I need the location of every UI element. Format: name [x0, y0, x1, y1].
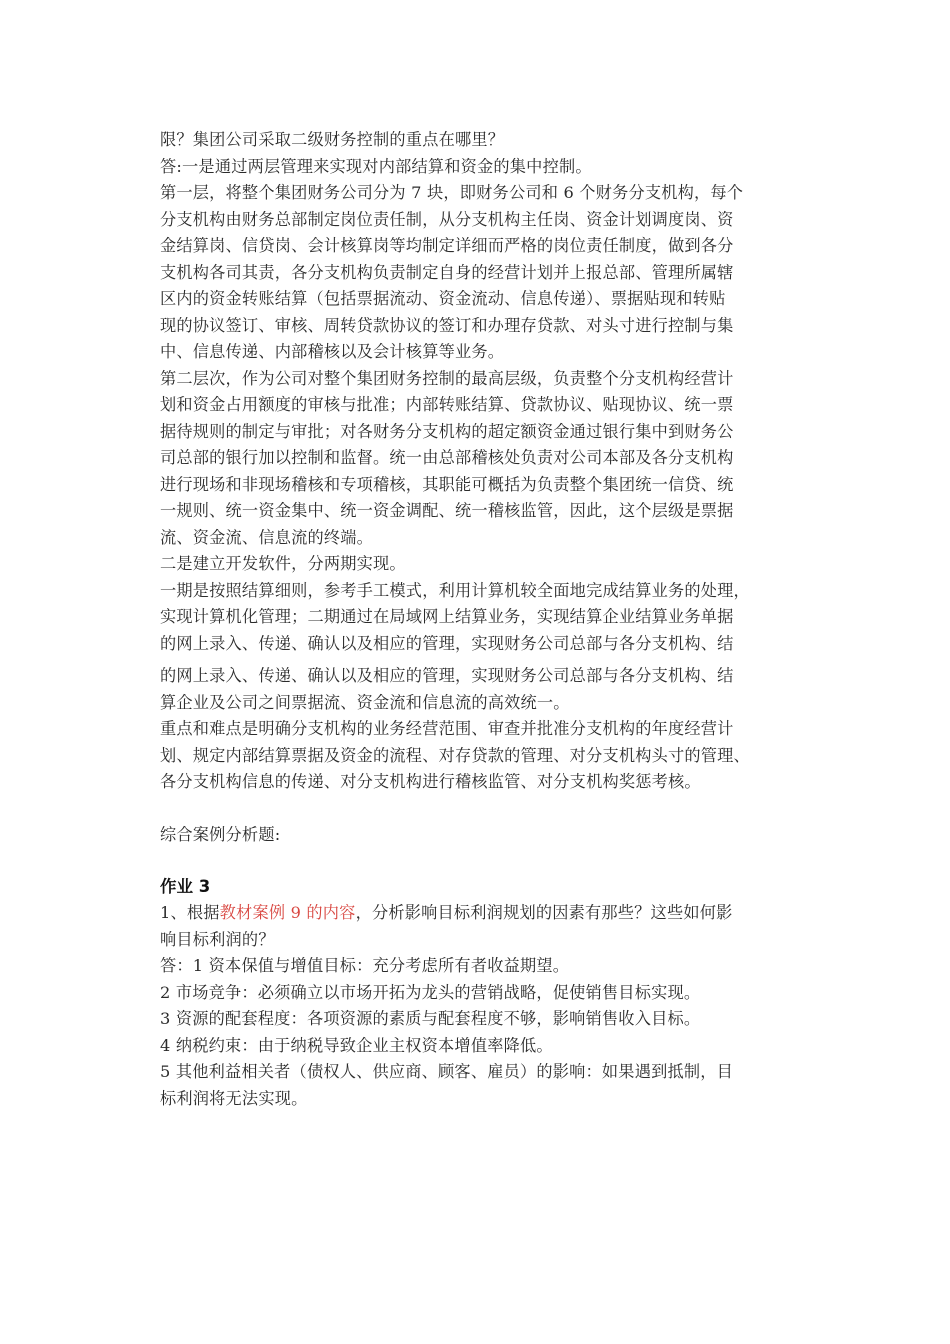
text-line: 各分支机构信息的传递、对分支机构进行稽核监管、对分支机构奖惩考核。: [160, 772, 701, 791]
text-line: 的网上录入、传递、确认以及相应的管理，实现财务公司总部与各分支机构、结: [160, 666, 734, 685]
text-line: 现的协议签订、审核、周转贷款协议的签订和办理存贷款、对头寸进行控制与集: [160, 315, 734, 335]
answer-line: 标利润将无法实现。: [160, 1088, 308, 1108]
text-line: 的网上录入、传递、确认以及相应的管理，实现财务公司总部与各分支机构、结: [160, 633, 734, 653]
text-line: 司总部的银行加以控制和监督。统一由总部稽核处负责对公司本部及各分支机构: [160, 448, 734, 467]
text-line: 答:一是通过两层管理来实现对内部结算和资金的集中控制。: [160, 156, 592, 176]
text-line: 一规则、统一资金集中、统一资金调配、统一稽核监管，因此，这个层级是票据: [160, 501, 734, 520]
text-line: 重点和难点是明确分支机构的业务经营范围、审查并批准分支机构的年度经营计: [160, 719, 734, 738]
question-suffix: ，分析影响目标利润规划的因素有那些？这些如何影: [355, 903, 733, 922]
case-analysis-title: 综合案例分析题:: [160, 824, 281, 844]
answer: [160, 953, 796, 1112]
text-line: 算企业及公司之间票据流、资金流和信息流的高效统一。: [160, 692, 570, 712]
spacer: [160, 796, 796, 822]
section-two: [160, 663, 796, 796]
text-line: 实现计算机化管理；二期通过在局域网上结算业务，实现结算企业结算业务单据: [160, 607, 734, 626]
answer-line: 3 资源的配套程度：各项资源的素质与配套程度不够，影响销售收入目标。: [160, 1009, 701, 1028]
text-line: 据待规则的制定与审批；对各财务分支机构的超定额资金通过银行集中到财务公: [160, 421, 734, 441]
text-line: 金结算岗、信贷岗、会计核算岗等均制定详细而严格的岗位责任制度，做到各分: [160, 236, 734, 255]
answer-line: 4 纳税约束：由于纳税导致企业主权资本增值率降低。: [160, 1035, 553, 1055]
text-line: 流、资金流、信息流的终端。: [160, 527, 374, 547]
answer-line: 答：1 资本保值与增值目标：充分考虑所有者收益期望。: [160, 956, 570, 975]
question: [160, 900, 796, 953]
section-one: [160, 127, 796, 657]
text-line: 第一层，将整个集团财务公司分为 7 块，即财务公司和 6 个财务分支机构，每个: [160, 183, 744, 202]
document-content: [160, 127, 796, 1112]
text-line: 进行现场和非现场稽核和专项稽核，其职能可概括为负责整个集团统一信贷、统: [160, 474, 734, 494]
question-line: 响目标利润的？: [160, 929, 275, 949]
text-line: 划和资金占用额度的审核与批准；内部转账结算、贷款协议、贴现协议、统一票: [160, 395, 734, 414]
text-line: 区内的资金转账结算（包括票据流动、资金流动、信息传递）、票据贴现和转贴: [160, 289, 726, 308]
text-line: 一期是按照结算细则，参考手工模式，利用计算机较全面地完成结算业务的处理，: [160, 580, 750, 600]
homework-title: 作业 3: [160, 877, 211, 896]
question-prefix: 1、根据: [160, 903, 220, 922]
text-line: 第二层次，作为公司对整个集团财务控制的最高层级，负责整个分支机构经营计: [160, 368, 734, 388]
question-highlight: 教材案例 9 的内容: [219, 903, 356, 922]
text-line: 分支机构由财务总部制定岗位责任制，从分支机构主任岗、资金计划调度岗、资: [160, 209, 734, 229]
question-line: [160, 900, 796, 927]
text-line: 限？集团公司采取二级财务控制的重点在哪里？: [160, 130, 505, 149]
text-line: 二是建立开发软件，分两期实现。: [160, 554, 406, 573]
text-line: 划、规定内部结算票据及资金的流程、对存贷款的管理、对分支机构头寸的管理、: [160, 745, 750, 765]
text-line: 中、信息传递、内部稽核以及会计核算等业务。: [160, 342, 505, 361]
spacer: [160, 848, 796, 874]
answer-line: 5 其他利益相关者（债权人、供应商、顾客、雇员）的影响：如果遇到抵制，目: [160, 1062, 734, 1081]
answer-line: 2 市场竞争：必须确立以市场开拓为龙头的营销战略，促使销售目标实现。: [160, 982, 701, 1002]
text-line: 支机构各司其责，各分支机构负责制定自身的经营计划并上报总部、管理所属辖: [160, 262, 734, 282]
